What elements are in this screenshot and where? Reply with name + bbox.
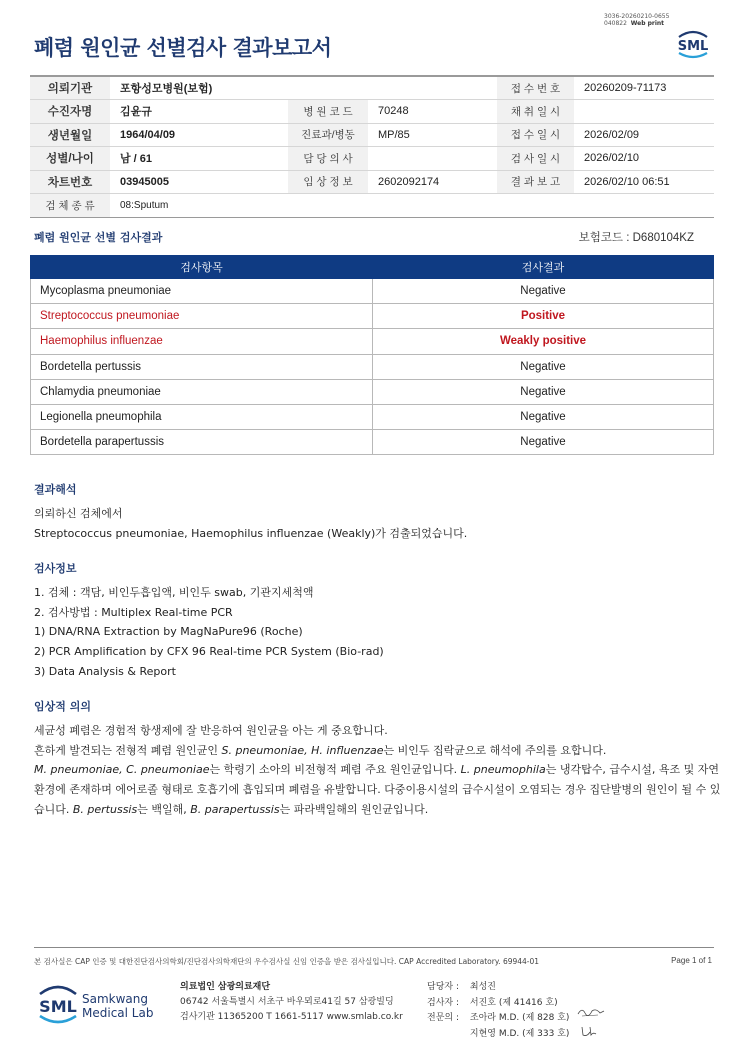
test-date-label: 검 사 일 시: [497, 147, 574, 171]
patient-info-table: [30, 75, 714, 218]
specimen-value: 08:Sputum: [110, 194, 714, 218]
table-row: [31, 354, 714, 379]
test-result: Negative: [373, 379, 714, 404]
expert-name-2: 지현영 M.D. (제 333 호): [469, 1028, 570, 1039]
col-result-header: 검사결과: [373, 256, 714, 279]
clinical-sig-p1: 세균성 폐렴은 경험적 항생제에 잘 반응하여 원인균을 아는 게 중요합니다.: [34, 724, 388, 737]
test-item: Bordetella pertussis: [31, 354, 373, 379]
org-address: 06742 서울특별시 서초구 바우뫼로41길 57 삼광빌딩: [180, 997, 394, 1007]
test-result: Weakly positive: [373, 329, 714, 354]
test-info-line: 2. 검사방법 : Multiplex Real-time PCR: [34, 605, 233, 619]
doctor-value: [368, 147, 497, 171]
page-number: Page 1 of 1: [671, 956, 712, 965]
svg-text:Samkwang: Samkwang: [82, 992, 148, 1006]
chart-no-value: 03945005: [110, 170, 288, 194]
table-row: [31, 404, 714, 429]
test-info-title: 검사정보: [34, 562, 77, 575]
collect-date-label: 채 취 일 시: [497, 100, 574, 124]
receipt-no-value: 20260209-71173: [574, 76, 714, 100]
test-item: Chlamydia pneumoniae: [31, 379, 373, 404]
dob-value: 1964/04/09: [110, 123, 288, 147]
test-result: Negative: [373, 279, 714, 304]
patient-value: 김윤규: [110, 100, 288, 124]
results-table: [30, 255, 714, 455]
test-info-section: [34, 560, 724, 682]
chart-no-label: 차트번호: [30, 170, 110, 194]
signature-icon: [576, 1005, 606, 1019]
interpretation-title: 결과해석: [34, 483, 77, 496]
table-row: [31, 430, 714, 455]
footer-accreditation: 본 검사실은 CAP 인증 및 대한진단검사의학회/진단검사의학재단의 우수검사실 신임 인증을 받은 검사실입니다. CAP Accredited Laboratory. 69944-01: [34, 957, 540, 966]
col-item-header: 검사항목: [31, 256, 373, 279]
collect-date-value: [574, 100, 714, 124]
test-item: Bordetella parapertussis: [31, 430, 373, 455]
org-name: 의료법인 삼광의료재단: [180, 982, 271, 992]
sml-logo-icon: [673, 27, 713, 61]
org-contact: 검사기관 11365200 T 1661-5117 www.smlab.co.kr: [180, 1012, 403, 1022]
page-title: 폐렴 원인균 선별검사 결과보고서: [34, 36, 332, 60]
test-item: Mycoplasma pneumoniae: [31, 279, 373, 304]
test-result: Negative: [373, 430, 714, 455]
receipt-date-value: 2026/02/09: [574, 123, 714, 147]
tester-label: 검사자 :: [427, 997, 459, 1008]
print-id-code: 040822: [604, 20, 627, 27]
test-info-line: 1) DNA/RNA Extraction by MagNaPure96 (Roche): [34, 625, 303, 639]
test-result: Positive: [373, 304, 714, 329]
hospital-code-label: 병 원 코 드: [288, 100, 368, 124]
table-row: [31, 279, 714, 304]
report-date-label: 결 과 보 고: [497, 170, 574, 194]
expert-label: 전문의 :: [427, 1013, 459, 1023]
result-section-header: [34, 229, 714, 245]
clinical-sig-p3: M. pneumoniae, C. pneumoniae는 학령기 소아의 비전형적 폐렴 주요 원인균입니다. L. pneumophila는 냉각탑수, 급수시설, 욕조 및 자연환경에 존재하며 에어로졸 형태로 호흡기에 흡입되며 폐렴을 유발합니다. 다중이용시설의 급수시설이 오염되는 경우 집단발병의 원인이 될 수 있습니다. B. pertussis는 백일해, B. parapertussis는 파라백일해의 원인균입니다.: [34, 763, 721, 816]
table-row: [31, 304, 714, 329]
manager-label: 담당자 :: [427, 982, 459, 992]
samkwang-logo-icon: [38, 982, 158, 1028]
clinical-value: 2602092174: [368, 170, 497, 194]
request-org-label: 의뢰기관: [30, 76, 110, 100]
test-item: Legionella pneumophila: [31, 404, 373, 429]
patient-label: 수진자명: [30, 100, 110, 124]
table-row: [31, 379, 714, 404]
clinical-sig-title: 임상적 의의: [34, 700, 91, 713]
test-result: Negative: [373, 354, 714, 379]
dept-label: 진료과/병동: [288, 123, 368, 147]
specimen-label: 검 체 종 류: [30, 194, 110, 218]
receipt-no-label: 접 수 번 호: [497, 76, 574, 100]
footer-divider: [34, 947, 714, 948]
print-id: [604, 13, 669, 27]
clinical-significance-section: [34, 698, 724, 820]
dob-label: 생년월일: [30, 123, 110, 147]
sex-age-label: 성별/나이: [30, 147, 110, 171]
logo-top-text: SML: [677, 39, 709, 54]
test-item: Haemophilus influenzae: [31, 329, 373, 354]
test-info-line: 1. 검체 : 객담, 비인두흡입액, 비인두 swab, 기관지세척액: [34, 586, 314, 599]
sex-age-value: 남 / 61: [110, 147, 288, 171]
test-info-line: 3) Data Analysis & Report: [34, 664, 176, 678]
test-info-line: 2) PCR Amplification by CFX 96 Real-time PCR System (Bio-rad): [34, 645, 384, 659]
svg-text:SML: SML: [39, 997, 77, 1016]
print-id-label: Web print: [630, 20, 665, 27]
clinical-sig-p2: 흔하게 발견되는 전형적 폐렴 원인균인 S. pneumoniae, H. influenzae는 비인두 집락균으로 해석에 주의를 요합니다.: [34, 743, 607, 757]
clinical-label: 임 상 정 보: [288, 170, 368, 194]
report-date-value: 2026/02/10 06:51: [574, 170, 714, 194]
interpretation-line1: 의뢰하신 검체에서: [34, 507, 123, 520]
table-row: [31, 329, 714, 354]
insurance-code: 보험코드 : D680104KZ: [578, 232, 694, 244]
test-item: Streptococcus pneumoniae: [31, 304, 373, 329]
print-id-line1: 3036-20260210-0655: [604, 13, 670, 20]
receipt-date-label: 접 수 일 시: [497, 123, 574, 147]
hospital-code-value: 70248: [368, 100, 497, 124]
interpretation-section: [34, 481, 724, 543]
svg-text:Medical Lab: Medical Lab: [82, 1006, 154, 1020]
dept-value: MP/85: [368, 123, 497, 147]
signature-icon: [578, 1023, 600, 1039]
test-result: Negative: [373, 404, 714, 429]
doctor-label: 담 당 의 사: [288, 147, 368, 171]
test-date-value: 2026/02/10: [574, 147, 714, 171]
org-info: [180, 980, 403, 1025]
result-section-title: 폐렴 원인균 선별 검사결과: [34, 231, 163, 244]
tester-name: 서진호 (제 41416 호): [469, 997, 558, 1008]
interpretation-line2: Streptococcus pneumoniae, Haemophilus influenzae (Weakly)가 검출되었습니다.: [34, 526, 468, 540]
expert-name-1: 조아라 M.D. (제 828 호): [469, 1013, 570, 1023]
manager-name: 최성진: [469, 982, 496, 992]
staff-info: [427, 980, 569, 1042]
request-org-value: 포항성모병원(보험): [110, 76, 497, 100]
